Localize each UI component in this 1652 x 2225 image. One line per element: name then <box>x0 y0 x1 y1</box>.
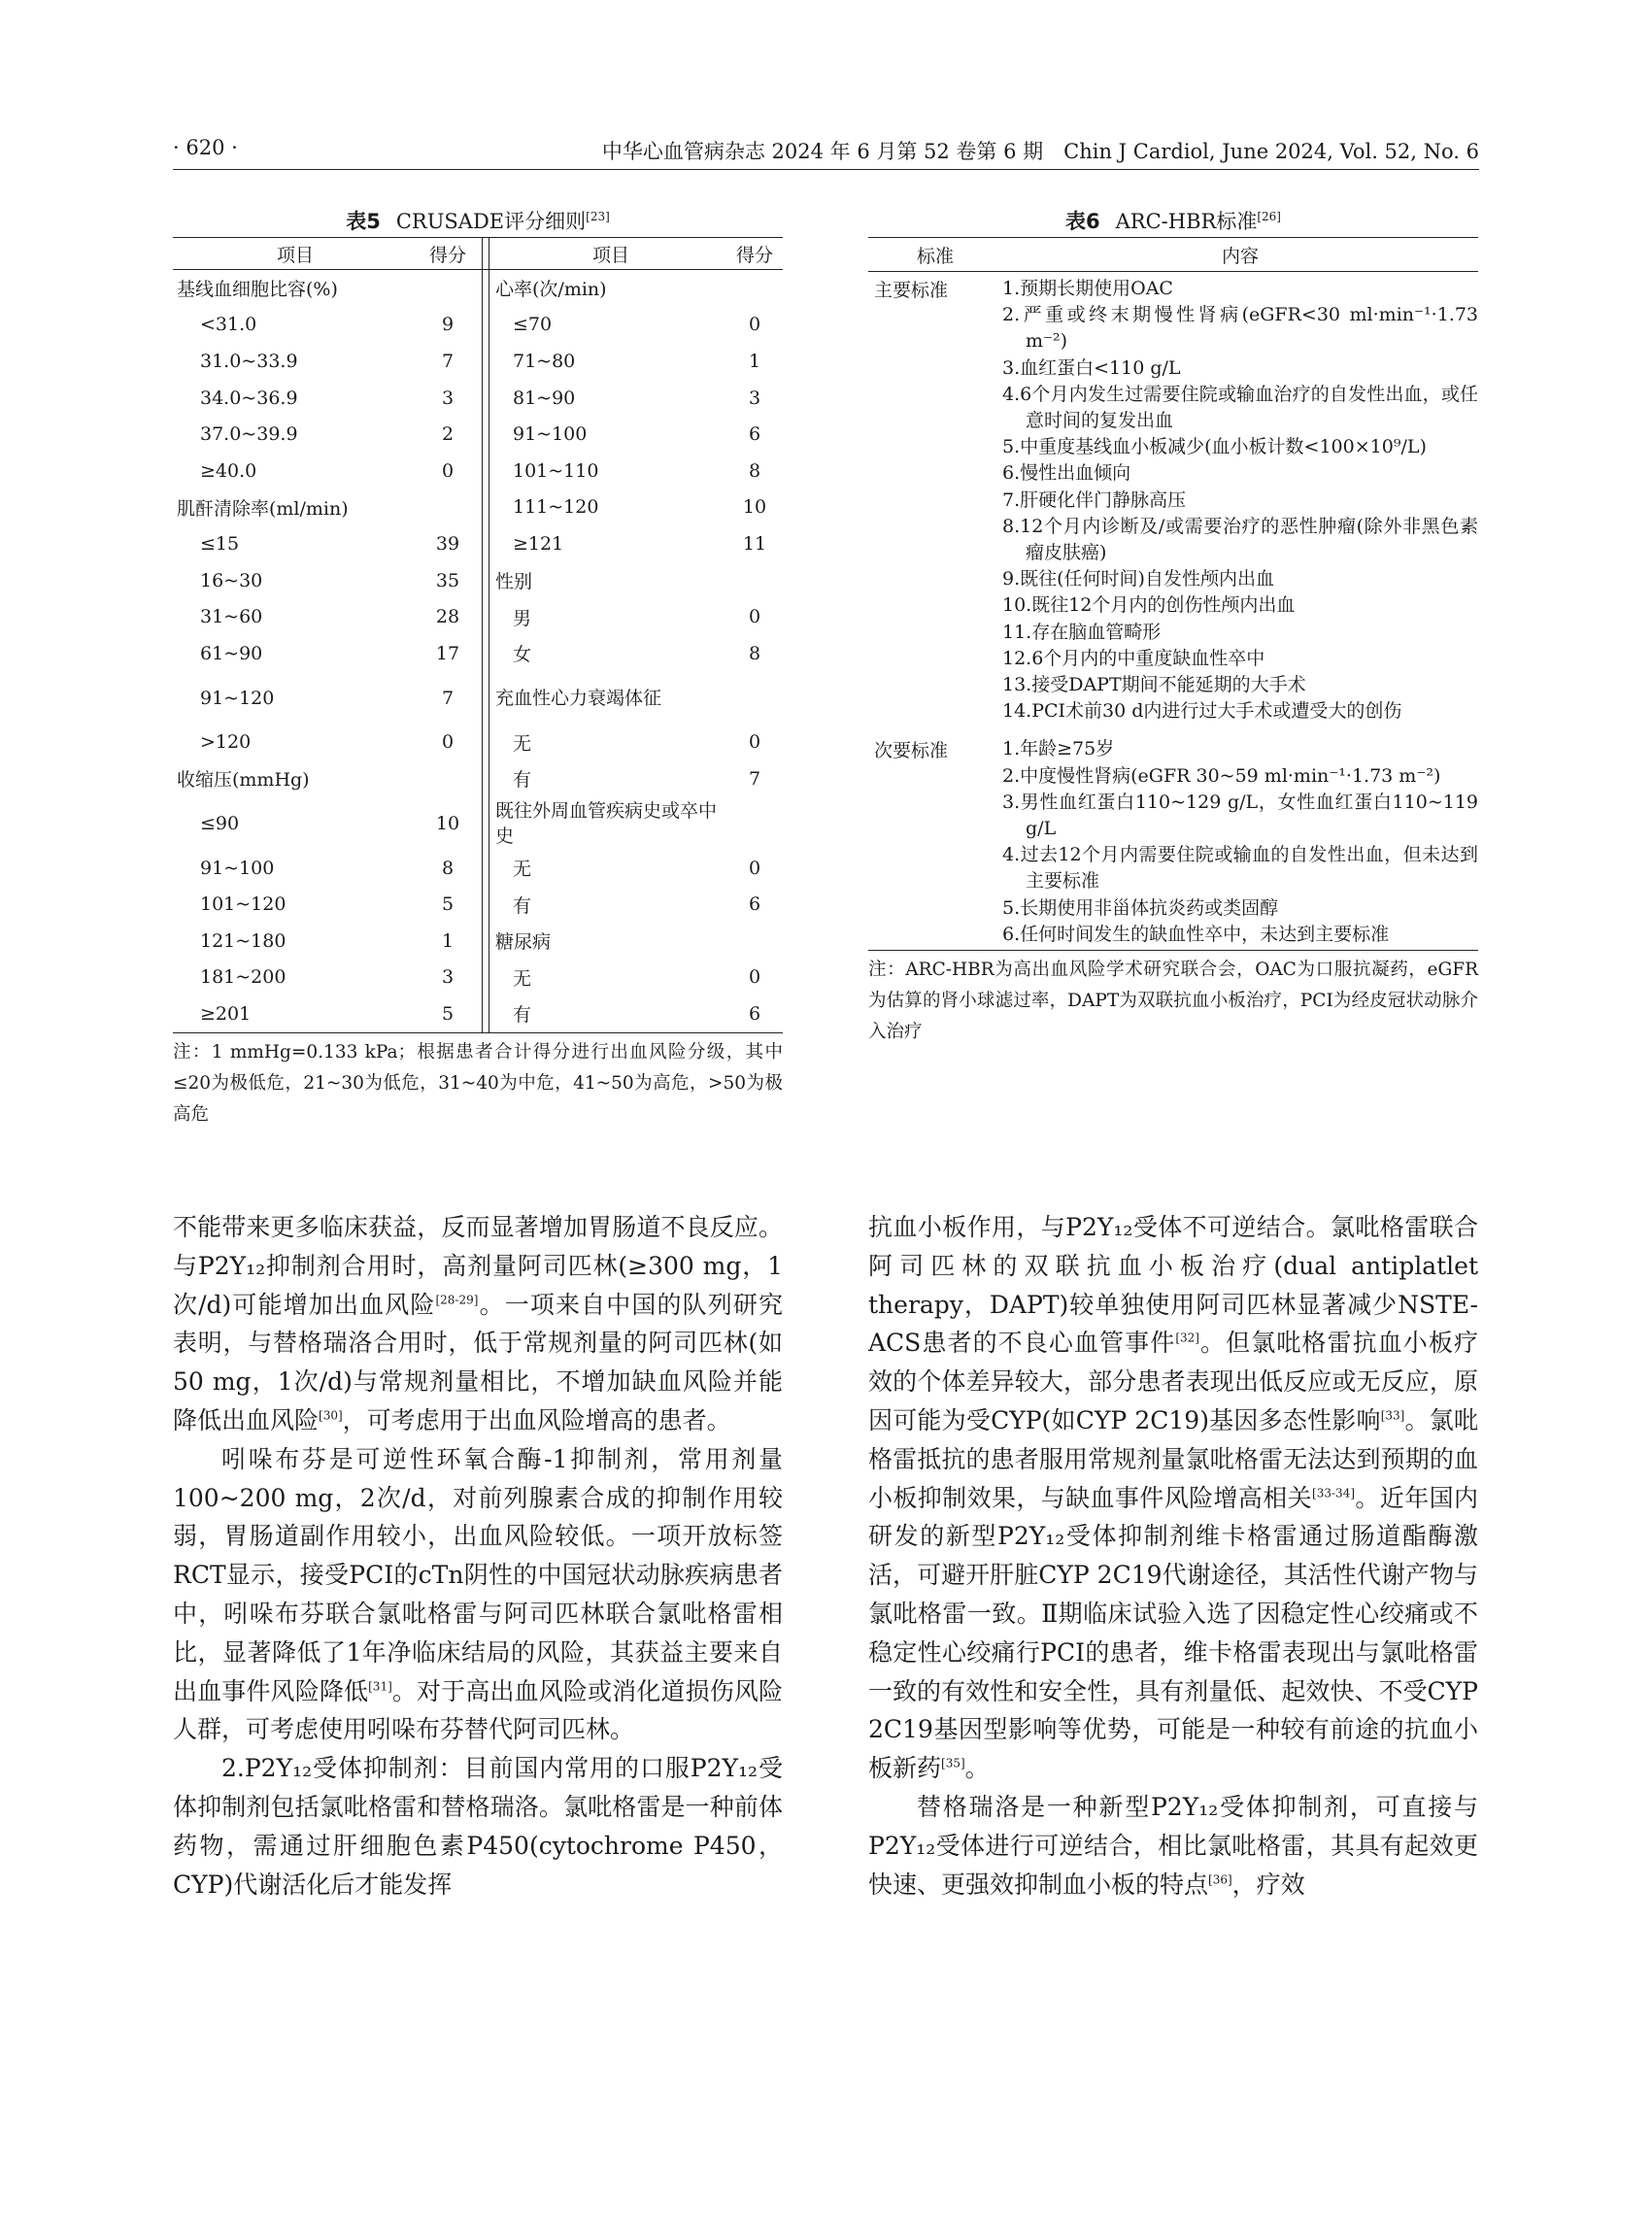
table-cell-score: 7 <box>748 767 761 790</box>
table-cell-score: 5 <box>441 893 455 916</box>
table-cell-item: 充血性心力衰竭体征 <box>495 687 662 709</box>
list-item: 11.存在脑血管畸形 <box>1002 621 1162 643</box>
table-row <box>173 343 783 380</box>
table-cell-score <box>414 760 483 797</box>
table-row <box>173 307 783 344</box>
list-item: 8.12个月内诊断及/或需要治疗的恶性肿瘤(除外非黑色素瘤皮肤癌) <box>1002 515 1478 564</box>
table-cell-item: 111~120 <box>513 496 599 519</box>
table-cell-score: 0 <box>748 966 761 989</box>
table-row <box>173 270 783 307</box>
page-number: · 620 · <box>173 136 238 159</box>
major-criteria-list <box>1002 276 1478 725</box>
list-item: 6.任何时间发生的缺血性卒中，未达到主要标准 <box>1002 923 1390 945</box>
table6-note: 注：ARC-HBR为高出血风险学术研究联合会，OAC为口服抗凝药，eGFR为估算的肾小球滤过率，DAPT为双联抗血小板治疗，PCI为经皮冠状动脉介入治疗 <box>868 960 1478 1043</box>
table-cell-score: 8 <box>441 857 455 879</box>
major-criteria-row <box>868 272 1478 727</box>
table-cell-item: 71~80 <box>513 350 576 372</box>
list-item: 3.血红蛋白<110 g/L <box>1002 356 1181 379</box>
table-cell-score: 10 <box>742 496 767 519</box>
table-row <box>173 760 783 797</box>
journal-citation: 中华心血管病杂志 2024 年 6 月第 52 卷第 6 期 Chin J Cardiol, June 2024, Vol. 52, No. 6 <box>601 140 1479 163</box>
table-row <box>173 850 783 887</box>
table-cell-score: 39 <box>435 532 460 555</box>
table-cell-score: 0 <box>748 857 761 879</box>
table-cell-score: 3 <box>748 387 761 409</box>
table-cell-score: 3 <box>441 387 455 409</box>
table5-label: 表5 <box>346 210 381 233</box>
table-cell-score: 3 <box>441 966 455 989</box>
table-row <box>173 923 783 960</box>
table-cell-item: ≥40.0 <box>200 459 257 482</box>
table-cell-item: ≥121 <box>513 532 564 555</box>
col-header: 内容 <box>1221 245 1259 267</box>
col-header: 项目 <box>591 244 629 266</box>
table-cell-item: 有 <box>513 894 532 917</box>
list-item: 13.接受DAPT期间不能延期的大手术 <box>1002 674 1306 696</box>
table-row <box>173 995 783 1032</box>
table-cell-score: 28 <box>435 606 460 628</box>
table-cell-item: 无 <box>513 859 532 881</box>
table-cell-score: 0 <box>748 606 761 628</box>
table-cell-item: 181~200 <box>200 966 287 989</box>
list-item: 14.PCI术前30 d内进行过大手术或遭受大的创伤 <box>1002 700 1402 723</box>
table5-ref: [23] <box>586 210 610 223</box>
body-paragraph: 吲哚布芬是可逆性环氧合酶-1抑制剂，常用剂量100~200 mg，2次/d，对前列腺素合成的抑制作用较弱，胃肠道副作用较小，出血风险较低。一项开放标签RCT显示，接受PCI的cTn阴性的中国冠状动脉疾病患者中，吲哚布芬联合氯吡格雷与阿司匹林联合氯吡格雷相比，显著降低了1年净临床结局的风险，其获益主要来自出血事件风险降低[31]。对于高出血风险或消化道损伤风险人群，可考虑使用吲哚布芬替代阿司匹林。 <box>173 1444 783 1744</box>
table-cell-score <box>726 672 783 725</box>
table-header-row <box>173 238 783 270</box>
body-right-column <box>868 1208 1478 1904</box>
table-cell-score: 2 <box>441 423 455 446</box>
table-row <box>173 886 783 923</box>
table-cell-score: 7 <box>441 350 455 372</box>
list-item: 7.肝硬化伴门静脉高压 <box>1002 489 1187 511</box>
col-header: 标准 <box>916 245 954 267</box>
table-cell-item: ≤15 <box>200 532 240 555</box>
table5-caption <box>173 206 783 237</box>
table-cell-score <box>414 489 483 526</box>
table-cell-score: 0 <box>748 731 761 754</box>
table-cell-score <box>726 270 783 307</box>
list-item: 1.年龄≥75岁 <box>1002 738 1115 760</box>
table-cell-item: 有 <box>513 1004 532 1027</box>
list-item: 9.既往(任何时间)自发性颅内出血 <box>1002 568 1274 590</box>
table-cell-item: 男 <box>513 607 532 629</box>
minor-criteria-row <box>868 726 1478 950</box>
table-cell-item: 34.0~36.9 <box>200 387 298 409</box>
table5-note: 注：1 mmHg=0.133 kPa；根据患者合计得分进行出血风险分级，其中≤20为极低危，21~30为低危，31~40为中危，41~50为高危，>50为极高危 <box>173 1041 783 1125</box>
table-cell-score <box>726 923 783 960</box>
minor-criteria-label: 次要标准 <box>874 740 949 762</box>
table-cell-score: 35 <box>435 569 460 591</box>
table-cell-score: 11 <box>742 532 767 555</box>
table-cell-score: 1 <box>748 350 761 372</box>
table-cell-item: 性别 <box>495 571 533 593</box>
table-row <box>173 635 783 672</box>
body-paragraph: 2.P2Y₁₂受体抑制剂：目前国内常用的口服P2Y₁₂受体抑制剂包括氯吡格雷和替格瑞洛。氯吡格雷是一种前体药物，需通过肝细胞色素P450(cytochrome P450，CYP)代谢活化后才能发挥 <box>173 1754 783 1899</box>
table-cell-item: 61~90 <box>200 642 263 664</box>
list-item: 10.既往12个月内的创伤性颅内出血 <box>1002 594 1296 617</box>
table-cell-item: ≤70 <box>513 314 553 336</box>
list-item: 5.中重度基线血小板减少(血小板计数<100×10⁹/L) <box>1002 436 1427 458</box>
table-cell-item: 101~110 <box>513 459 599 482</box>
list-item: 12.6个月内的中重度缺血性卒中 <box>1002 647 1265 669</box>
minor-criteria-list <box>1002 736 1478 948</box>
table-cell-item: 基线血细胞比容(%) <box>177 279 338 301</box>
table-cell-item: 肌酐清除率(ml/min) <box>177 497 349 520</box>
table5-block <box>173 206 783 1130</box>
major-criteria-label: 主要标准 <box>874 280 949 301</box>
table-cell-score: 8 <box>748 642 761 664</box>
table-row <box>173 453 783 489</box>
table-cell-score: 6 <box>748 1002 761 1025</box>
table-cell-item: 收缩压(mmHg) <box>177 769 310 792</box>
table-cell-item: 91~120 <box>200 687 275 709</box>
list-item: 1.预期长期使用OAC <box>1002 278 1173 299</box>
table5-title: CRUSADE评分细则 <box>395 210 587 233</box>
table6-block <box>868 206 1478 1048</box>
table-cell-score: 5 <box>441 1002 455 1025</box>
list-item: 4.过去12个月内需要住院或输血的自发性出血，但未达到主要标准 <box>1002 844 1478 893</box>
table-cell-score: 6 <box>748 423 761 446</box>
list-item: 2.中度慢性肾病(eGFR 30~59 ml·min⁻¹·1.73 m⁻²) <box>1002 764 1441 787</box>
table-cell-item: 91~100 <box>200 857 275 879</box>
list-item: 4.6个月内发生过需要住院或输血治疗的自发性出血，或任意时间的复发出血 <box>1002 383 1478 432</box>
table-row <box>173 380 783 417</box>
list-item: 6.慢性出血倾向 <box>1002 462 1131 485</box>
arc-hbr-table <box>868 237 1478 951</box>
running-header <box>173 132 1479 170</box>
list-item: 3.男性血红蛋白110~129 g/L，女性血红蛋白110~119 g/L <box>1002 791 1478 840</box>
table-header-row <box>868 238 1478 272</box>
col-header: 得分 <box>428 244 466 266</box>
table-row <box>173 489 783 526</box>
list-item: 5.长期使用非甾体抗炎药或类固醇 <box>1002 896 1279 919</box>
table-cell-score <box>726 562 783 599</box>
col-header: 得分 <box>735 244 773 266</box>
table-cell-item: ≥201 <box>200 1002 252 1025</box>
table-cell-item: 无 <box>513 732 532 755</box>
body-left-column <box>173 1208 783 1904</box>
table-cell-item: 糖尿病 <box>495 931 552 954</box>
table-row <box>173 598 783 635</box>
table-cell-item: 16~30 <box>200 569 263 591</box>
table-cell-score: 10 <box>435 812 460 834</box>
table-cell-item: ≤90 <box>200 812 240 834</box>
table-cell-score: 17 <box>435 642 460 664</box>
table-cell-score: 0 <box>441 459 455 482</box>
table-cell-score: 9 <box>441 314 455 336</box>
table-row <box>173 725 783 761</box>
table5-body <box>173 270 783 1033</box>
table6-caption <box>868 206 1478 237</box>
table-cell-item: 37.0~39.9 <box>200 423 298 446</box>
table-row <box>173 672 783 725</box>
table-cell-item: <31.0 <box>200 314 257 336</box>
table-cell-score <box>726 797 783 850</box>
col-header: 项目 <box>276 244 314 266</box>
crusade-table <box>173 237 783 1033</box>
table-cell-item: 101~120 <box>200 893 287 916</box>
body-paragraph: 抗血小板作用，与P2Y₁₂受体不可逆结合。氯吡格雷联合阿司匹林的双联抗血小板治疗(dual antiplatlet therapy，DAPT)较单独使用阿司匹林显著减少NSTE-ACS患者的不良心血管事件[32]。但氯吡格雷抗血小板疗效的个体差异较大，部分患者表现出低反应或无反应，原因可能为受CYP(如CYP 2C19)基因多态性影响[33]。氯吡格雷抵抗的患者服用常规剂量氯吡格雷无法达到预期的血小板抑制效果，与缺血事件风险增高相关[33-34]。近年国内研发的新型P2Y₁₂受体抑制剂维卡格雷通过肠道酯酶激活，可避开肝脏CYP 2C19代谢途径，其活性代谢产物与氯吡格雷一致。Ⅱ期临床试验入选了因稳定性心绞痛或不稳定性心绞痛行PCI的患者，维卡格雷表现出与氯吡格雷一致的有效性和安全性，具有剂量低、起效快、不受CYP 2C19基因型影响等优势，可能是一种较有前途的抗血小板新药[35]。 <box>868 1213 1478 1783</box>
table-cell-item: 心率(次/min) <box>495 279 607 301</box>
table-row <box>173 416 783 453</box>
table-cell-item: 31.0~33.9 <box>200 350 298 372</box>
table-cell-item: 既往外周血管疾病史或卒中史 <box>495 799 718 847</box>
table-cell-item: 121~180 <box>200 929 287 952</box>
table6-ref: [26] <box>1257 210 1281 223</box>
body-paragraph: 不能带来更多临床获益，反而显著增加胃肠道不良反应。与P2Y₁₂抑制剂合用时，高剂量阿司匹林(≥300 mg，1次/d)可能增加出血风险[28-29]。一项来自中国的队列研究表明，与替格瑞洛合用时，低于常规剂量的阿司匹林(如50 mg，1次/d)与常规剂量相比，不增加缺血风险并能降低出血风险[30]，可考虑用于出血风险增高的患者。 <box>173 1213 783 1434</box>
table-cell-score: 8 <box>748 459 761 482</box>
table-cell-score: 7 <box>441 687 455 709</box>
table-row <box>173 960 783 996</box>
table-cell-item: 91~100 <box>513 423 588 446</box>
body-paragraph: 替格瑞洛是一种新型P2Y₁₂受体抑制剂，可直接与P2Y₁₂受体进行可逆结合，相比氯吡格雷，其具有起效更快速、更强效抑制血小板的特点[36]，疗效 <box>868 1792 1478 1899</box>
table-cell-score: 6 <box>748 893 761 916</box>
table6-label: 表6 <box>1065 210 1100 233</box>
table-cell-score <box>414 270 483 307</box>
table-cell-score: 0 <box>441 731 455 754</box>
table-cell-item: >120 <box>200 731 252 754</box>
table-cell-item: 无 <box>513 967 532 990</box>
table-cell-item: 有 <box>513 769 532 792</box>
table-row <box>173 562 783 599</box>
list-item: 2.严重或终末期慢性肾病(eGFR<30 ml·min⁻¹·1.73 m⁻²) <box>1002 304 1478 353</box>
table-cell-item: 81~90 <box>513 387 576 409</box>
table-cell-score: 0 <box>748 314 761 336</box>
table-cell-item: 女 <box>513 644 532 666</box>
table-cell-score: 1 <box>441 929 455 952</box>
table6-title: ARC-HBR标准 <box>1115 210 1258 233</box>
table-cell-item: 31~60 <box>200 606 263 628</box>
table-row <box>173 525 783 562</box>
table-row <box>173 797 783 850</box>
